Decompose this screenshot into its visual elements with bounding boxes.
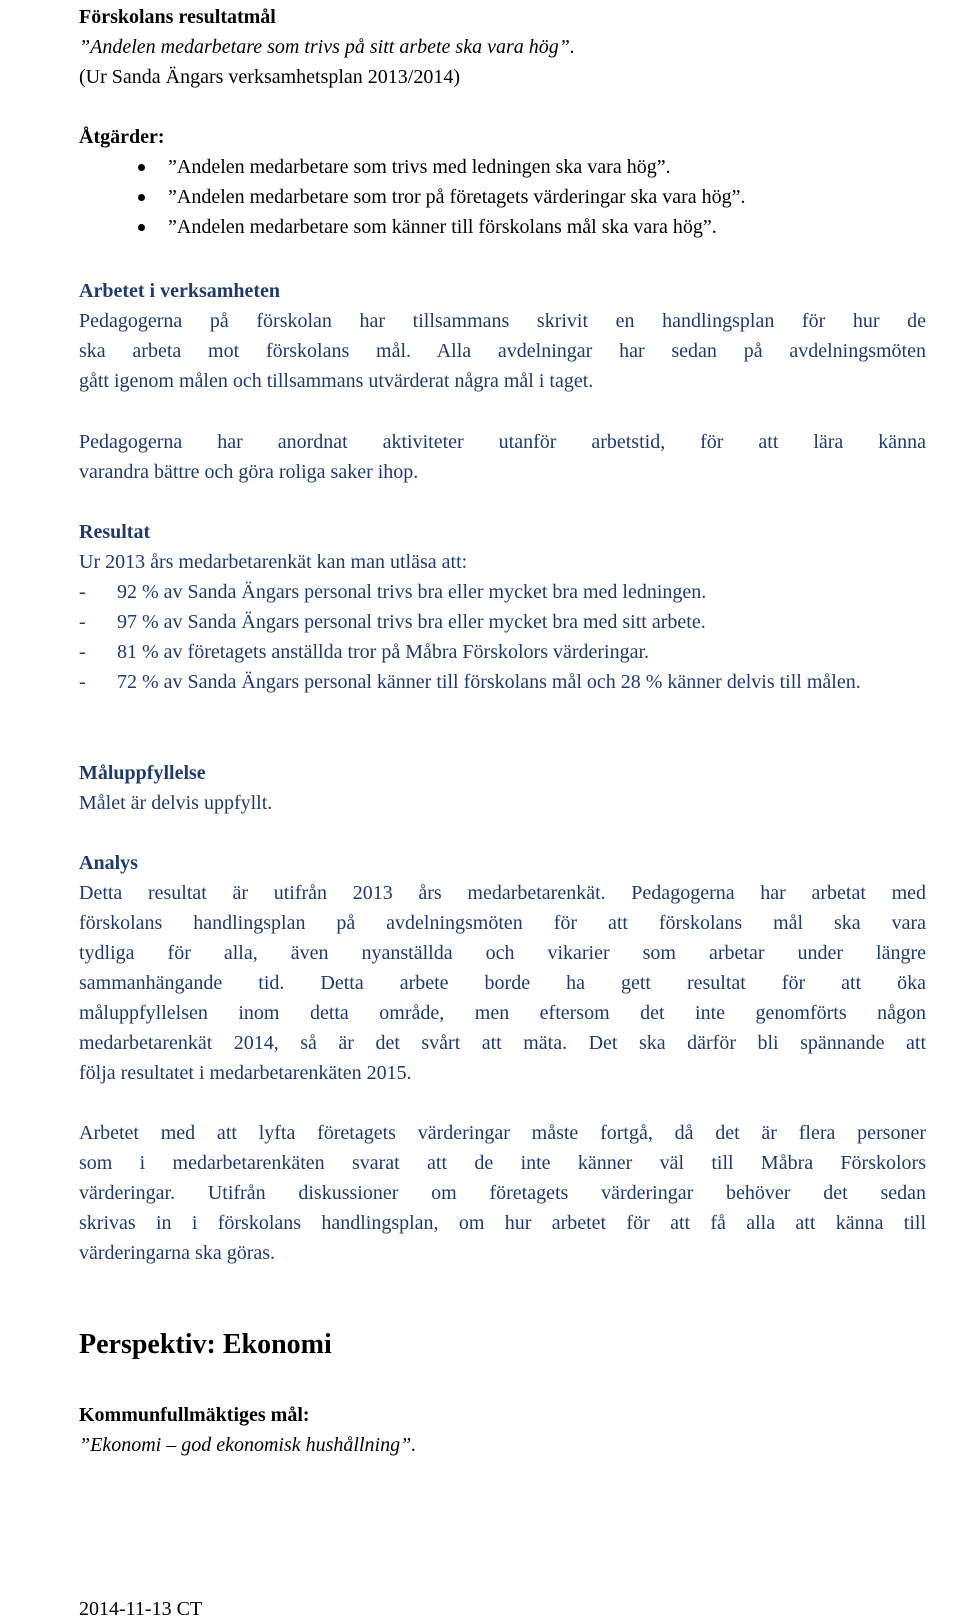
goal-quote: ”Andelen medarbetare som trivs på sitt arbete ska vara hög”.	[79, 36, 575, 58]
fulfillment-text: Målet är delvis uppfyllt.	[79, 792, 273, 814]
goal-source: (Ur Sanda Ängars verksamhetsplan 2013/2014)	[79, 66, 461, 88]
result-heading: Resultat	[79, 521, 151, 543]
perspective-quote: ”Ekonomi – god ekonomisk hushållning”.	[79, 1434, 417, 1456]
work-p2-line: varandra bättre och göra roliga saker ihop.	[79, 461, 419, 483]
result-item-text: 92 % av Sanda Ängars personal trivs bra eller mycket bra med ledningen.	[117, 581, 707, 603]
result-item: - 92 % av Sanda Ängars personal trivs bra eller mycket bra med ledningen.	[79, 581, 707, 603]
result-item: - 97 % av Sanda Ängars personal trivs bra eller mycket bra med sitt arbete.	[79, 611, 706, 633]
result-item-text: 72 % av Sanda Ängars personal känner till förskolans mål och 28 % känner delvis till målen.	[117, 671, 861, 693]
result-item-text: 81 % av företagets anställda tror på Måbra Förskolors värderingar.	[117, 641, 650, 663]
analysis-p1-line: Detta resultat är utifrån 2013 års medarbetarenkät. Pedagogerna har arbetat med	[79, 882, 926, 904]
analysis-p2-line: Arbetet med att lyfta företagets värderingar måste fortgå, då det är flera personer	[79, 1122, 926, 1144]
analysis-p1-line: medarbetarenkät 2014, så är det svårt att mäta. Det ska därför bli spännande att	[79, 1032, 926, 1054]
analysis-p2-line: skrivas in i förskolans handlingsplan, om hur arbetet för att få alla att känna till	[79, 1212, 926, 1234]
analysis-p2-line: värderingar. Utifrån diskussioner om företagets värderingar behöver det sedan	[79, 1182, 926, 1204]
goal-heading: Förskolans resultatmål	[79, 6, 276, 28]
work-heading: Arbetet i verksamheten	[79, 280, 281, 302]
result-list	[79, 577, 926, 697]
actions-item: ”Andelen medarbetare som känner till förskolans mål ska vara hög”.	[79, 212, 926, 242]
analysis-p2-line: värderingarna ska göras.	[79, 1242, 276, 1264]
fulfillment-heading: Måluppfyllelse	[79, 762, 206, 784]
result-item: - 72 % av Sanda Ängars personal känner till förskolans mål och 28 % känner delvis till målen.	[79, 671, 861, 693]
result-intro: Ur 2013 års medarbetarenkät kan man utläsa att:	[79, 551, 468, 573]
analysis-p1-line: måluppfyllelsen inom detta område, men eftersom det inte genomförts någon	[79, 1002, 926, 1024]
page-footer: 2014-11-13 CT	[79, 1598, 203, 1620]
work-p1-line: ska arbeta mot förskolans mål. Alla avdelningar har sedan på avdelningsmöten	[79, 340, 926, 362]
work-p2-line: Pedagogerna har anordnat aktiviteter utanför arbetstid, för att lära känna	[79, 431, 926, 453]
analysis-p1-line: sammanhängande tid. Detta arbete borde ha gett resultat för att öka	[79, 972, 926, 994]
actions-heading: Åtgärder:	[79, 126, 165, 148]
analysis-p1-line: tydliga för alla, även nyanställda och vikarier som arbetar under längre	[79, 942, 926, 964]
analysis-p2-line: som i medarbetarenkäten svarat att de inte känner väl till Måbra Förskolors	[79, 1152, 926, 1174]
actions-item: ”Andelen medarbetare som trivs med ledningen ska vara hög”.	[79, 152, 926, 182]
actions-item: ”Andelen medarbetare som tror på företagets värderingar ska vara hög”.	[79, 182, 926, 212]
perspective-sub-heading: Kommunfullmäktiges mål:	[79, 1404, 310, 1426]
analysis-p1-line: förskolans handlingsplan på avdelningsmöten för att förskolans mål ska vara	[79, 912, 926, 934]
analysis-p1-line: följa resultatet i medarbetarenkäten 2015.	[79, 1062, 412, 1084]
work-p1-line: gått igenom målen och tillsammans utvärderat några mål i taget.	[79, 370, 594, 392]
actions-list	[79, 152, 926, 242]
result-item-text: 97 % av Sanda Ängars personal trivs bra eller mycket bra med sitt arbete.	[117, 611, 706, 633]
work-p1-line: Pedagogerna på förskolan har tillsammans skrivit en handlingsplan för hur de	[79, 310, 926, 332]
perspective-heading: Perspektiv: Ekonomi	[79, 1329, 332, 1360]
analysis-heading: Analys	[79, 852, 138, 874]
result-item: - 81 % av företagets anställda tror på Måbra Förskolors värderingar.	[79, 641, 650, 663]
